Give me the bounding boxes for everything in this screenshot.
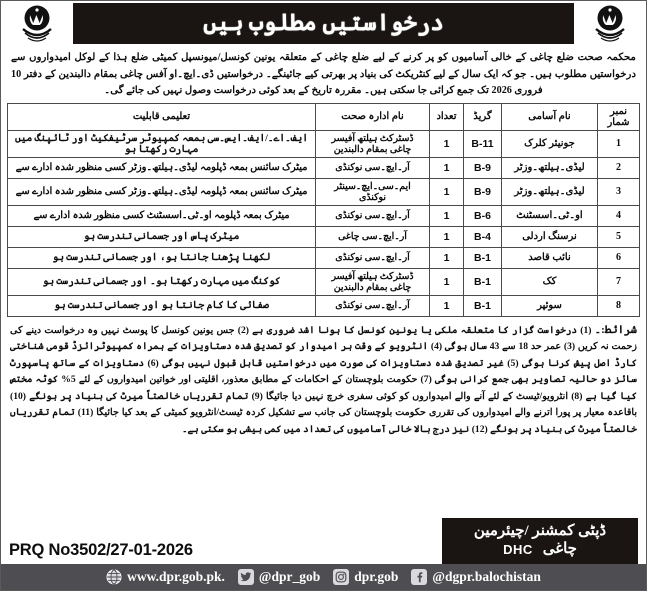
left-logo-box [574, 1, 646, 47]
prq-number: PRQ No3502/27-01-2026 [9, 541, 193, 559]
cell-grade: B-9 [464, 157, 502, 178]
signatory-district-row [452, 540, 628, 559]
cell-institution: آر۔ایچ۔سی نوکنڈی [316, 157, 430, 178]
cell-qualification: میٹرک سائنس بمعہ ڈپلومہ لیڈی۔ہیلتھ۔وزٹر کسی منظور شدہ ادارے سے [8, 157, 316, 178]
cell-serial-no: 5 [598, 226, 640, 247]
globe-icon [106, 569, 122, 585]
conditions-section [1, 317, 646, 441]
footer-twitter[interactable] [238, 569, 320, 585]
cell-grade: B-4 [464, 226, 502, 247]
footer-facebook[interactable] [411, 569, 540, 585]
twitter-icon [238, 569, 254, 585]
jobs-table-body [8, 130, 640, 316]
jobs-table-head [8, 103, 640, 130]
cell-count: 1 [430, 226, 464, 247]
footer-instagram[interactable] [333, 569, 398, 585]
cell-qualification: لکھنا پڑھنا جانتا ہو، اور جسمانی تندرست ہو [8, 247, 316, 268]
instagram-icon [333, 569, 349, 585]
cell-count: 1 [430, 268, 464, 295]
cell-serial-no: 3 [598, 178, 640, 205]
page-title: درخواستیں مطلوب ہیں [203, 9, 444, 35]
column-header-serial-no: نمبر شمار [598, 103, 640, 130]
column-header-post-name: نام آسامی [502, 103, 598, 130]
cell-post-name: او۔ٹی۔اسسٹنٹ [502, 205, 598, 226]
table-row [8, 247, 640, 268]
table-row [8, 205, 640, 226]
cell-grade: B-1 [464, 247, 502, 268]
cell-institution: آر۔ایچ۔سی نوکنڈی [316, 247, 430, 268]
cell-institution: ڈسٹرکٹ ہیلتھ آفیسر چاغی بمقام دالبندین [316, 268, 430, 295]
cell-post-name: نائب قاصد [502, 247, 598, 268]
cell-count: 1 [430, 205, 464, 226]
signoff-row [1, 438, 646, 564]
footer-bar [1, 564, 646, 590]
cell-qualification: میٹرک سائنس بمعہ ڈپلومہ لیڈی۔ہیلتھ۔وزٹر کسی منظور شدہ ادارے سے [8, 178, 316, 205]
cell-serial-no: 1 [598, 130, 640, 157]
conditions-label: شرائط:۔ [594, 323, 637, 336]
cell-institution: ڈسٹرکٹ ہیلتھ آفیسر چاغی بمقام دالبندین [316, 130, 430, 157]
cell-institution: آر۔ایچ۔سی نوکنڈی [316, 205, 430, 226]
footer-facebook-label: @dgpr.balochistan [432, 569, 541, 584]
table-row [8, 178, 640, 205]
table-header-row [8, 103, 640, 130]
jobs-table [7, 103, 640, 317]
cell-qualification: صفائی کا کام جانتا ہو اور جسمانی تندرست ہو [8, 295, 316, 316]
dhc-label: DHC [503, 541, 533, 557]
table-row [8, 295, 640, 316]
jobs-table-wrapper [1, 102, 646, 317]
signatory-title: ڈپٹی کمشنر /چیئرمین [473, 522, 607, 539]
table-row [8, 268, 640, 295]
signature-block [442, 518, 638, 565]
table-row [8, 130, 640, 157]
banner-title [73, 3, 574, 44]
column-header-institution: نام ادارہ صحت [316, 103, 430, 130]
cell-qualification: میٹرک بمعہ ڈپلومہ او۔ٹی۔اسسٹنٹ کسی منظور شدہ ادارے سے [8, 205, 316, 226]
cell-count: 1 [430, 130, 464, 157]
intro-paragraph: محکمہ صحت ضلع چاغی کے خالی آسامیوں کو پر کرنے کے لیے ضلع چاغی کے متعلقہ یونین کونسل/میونسپل کمیٹی ضلع ہذا کے لوکل امیدواروں سے درخواستیں مطلوب ہیں۔ جو کہ ایک سال کے لیے کنٹریکٹ کی بنیاد پر بھرتی کیے جائینگے۔ درخواستیں ڈی۔ایچ۔او آفس چاغی بمقام دالبندین کے دفتر 10 فروری 2026 تک جمع کرائی جا سکتی ہیں۔ مقررہ تاریخ کے بعد کوئی درخواست وصول نہیں کی جائے گی۔ [11, 52, 636, 97]
footer-website[interactable] [106, 569, 225, 585]
cell-post-name: جونیئر کلرک [502, 130, 598, 157]
cell-grade: B-9 [464, 178, 502, 205]
signatory-district: چاغی [542, 541, 577, 558]
cell-institution: آر۔ایچ۔سی نوکنڈی [316, 295, 430, 316]
cell-qualification: میٹرک پاس اور جسمانی تندرست ہو [8, 226, 316, 247]
cell-serial-no: 4 [598, 205, 640, 226]
cell-grade: B-11 [464, 130, 502, 157]
cell-serial-no: 7 [598, 268, 640, 295]
cell-grade: B-1 [464, 295, 502, 316]
cell-qualification: کوکنگ میں مہارت رکھتا ہو۔ اور جسمانی تندرست ہو [8, 268, 316, 295]
cell-institution: آر۔ایچ۔سی چاغی [316, 226, 430, 247]
cell-post-name: نرسنگ اردلی [502, 226, 598, 247]
cell-serial-no: 6 [598, 247, 640, 268]
cell-serial-no: 2 [598, 157, 640, 178]
cell-qualification: ایف۔اے۔/ایف۔ایس۔سی بمعہ کمپیوٹر سرٹیفکیٹ اور ٹائپنگ میں مہارت رکھتا ہو [8, 130, 316, 157]
cell-count: 1 [430, 247, 464, 268]
balochistan-govt-emblem-icon [17, 3, 57, 45]
column-header-count: تعداد [430, 103, 464, 130]
header-band [1, 1, 646, 47]
column-header-grade: گریڈ [464, 103, 502, 130]
footer-website-label: www.dpr.gob.pk. [127, 569, 225, 584]
cell-institution: ایم۔سی۔ایچ۔سینٹر نوکنڈی [316, 178, 430, 205]
cell-post-name: کک [502, 268, 598, 295]
cell-grade: B-6 [464, 205, 502, 226]
cell-post-name: لیڈی۔ہیلتھ۔وزٹر [502, 178, 598, 205]
footer-twitter-label: @dpr_gob [258, 569, 321, 584]
cell-grade: B-1 [464, 268, 502, 295]
right-logo-box [1, 1, 73, 47]
facebook-icon [411, 569, 427, 585]
footer-instagram-label: dpr.gob [354, 569, 399, 584]
column-header-qualification: تعلیمی قابلیت [8, 103, 316, 130]
cell-post-name: لیڈی۔ہیلتھ۔وزٹر [502, 157, 598, 178]
conditions-text: (1) درخواست گزار کا متعلقہ ملکی یا یونین کونسل کا ہونا اشد ضروری ہے (2) جس یونین کونسل کا پوسٹ نہیں وہ درخواست دینے کی زحمت نہ کریں (3) عمر حد 18 سے 43 سال ہوگی (4) انٹرویو کے وقت ہر امیدوار کو تصدیق شدہ دستاویزات کے ہمراہ کمپیوٹرائزڈ قومی شناختی کارڈ اصل پیش کرنا ہوگی (5) غیر تصدیق شدہ دستاویزات کی صورت میں درخواستیں قابل قبول نہیں ہوگی (6) دستاویزات کے ساتھ پاسپورٹ سائز دو حالیہ تصاویر بھی جمع کرانی ہوگی (7) حکومت بلوچستان کے احکامات کے مطابق معذور، اقلیتی اور خواتین امیدواروں کے لئے 5% کوٹہ مختص کیا گیا ہے (8) انٹرویو/ٹیسٹ کے لئے آنے والے امیدواروں کو کوئی سفری خرچ نہیں دیا جائیگا (9) تمام تقرریاں خالصتاً میرٹ کی بنیاد پر ہونگے (10) باقاعدہ معیار پر پورا اترنے والے امیدواروں کی تقرری حکومت بلوچستان کی جانب سے تشکیل کردہ ٹیسٹ/انٹرویو کمیٹی کے بعد کیا جائیگا (11) تمام تقرریاں خالصتاً میرٹ کی بنیاد پر ہونگے (12) نیز درج بالا خالی آسامیوں کی تعداد میں کمی بیشی ہو سکتی ہے۔ [10, 324, 638, 435]
cell-serial-no: 8 [598, 295, 640, 316]
cell-count: 1 [430, 178, 464, 205]
table-row [8, 157, 640, 178]
cell-count: 1 [430, 157, 464, 178]
cell-post-name: سوئپر [502, 295, 598, 316]
balochistan-govt-emblem-icon [590, 3, 630, 45]
table-row [8, 226, 640, 247]
cell-count: 1 [430, 295, 464, 316]
